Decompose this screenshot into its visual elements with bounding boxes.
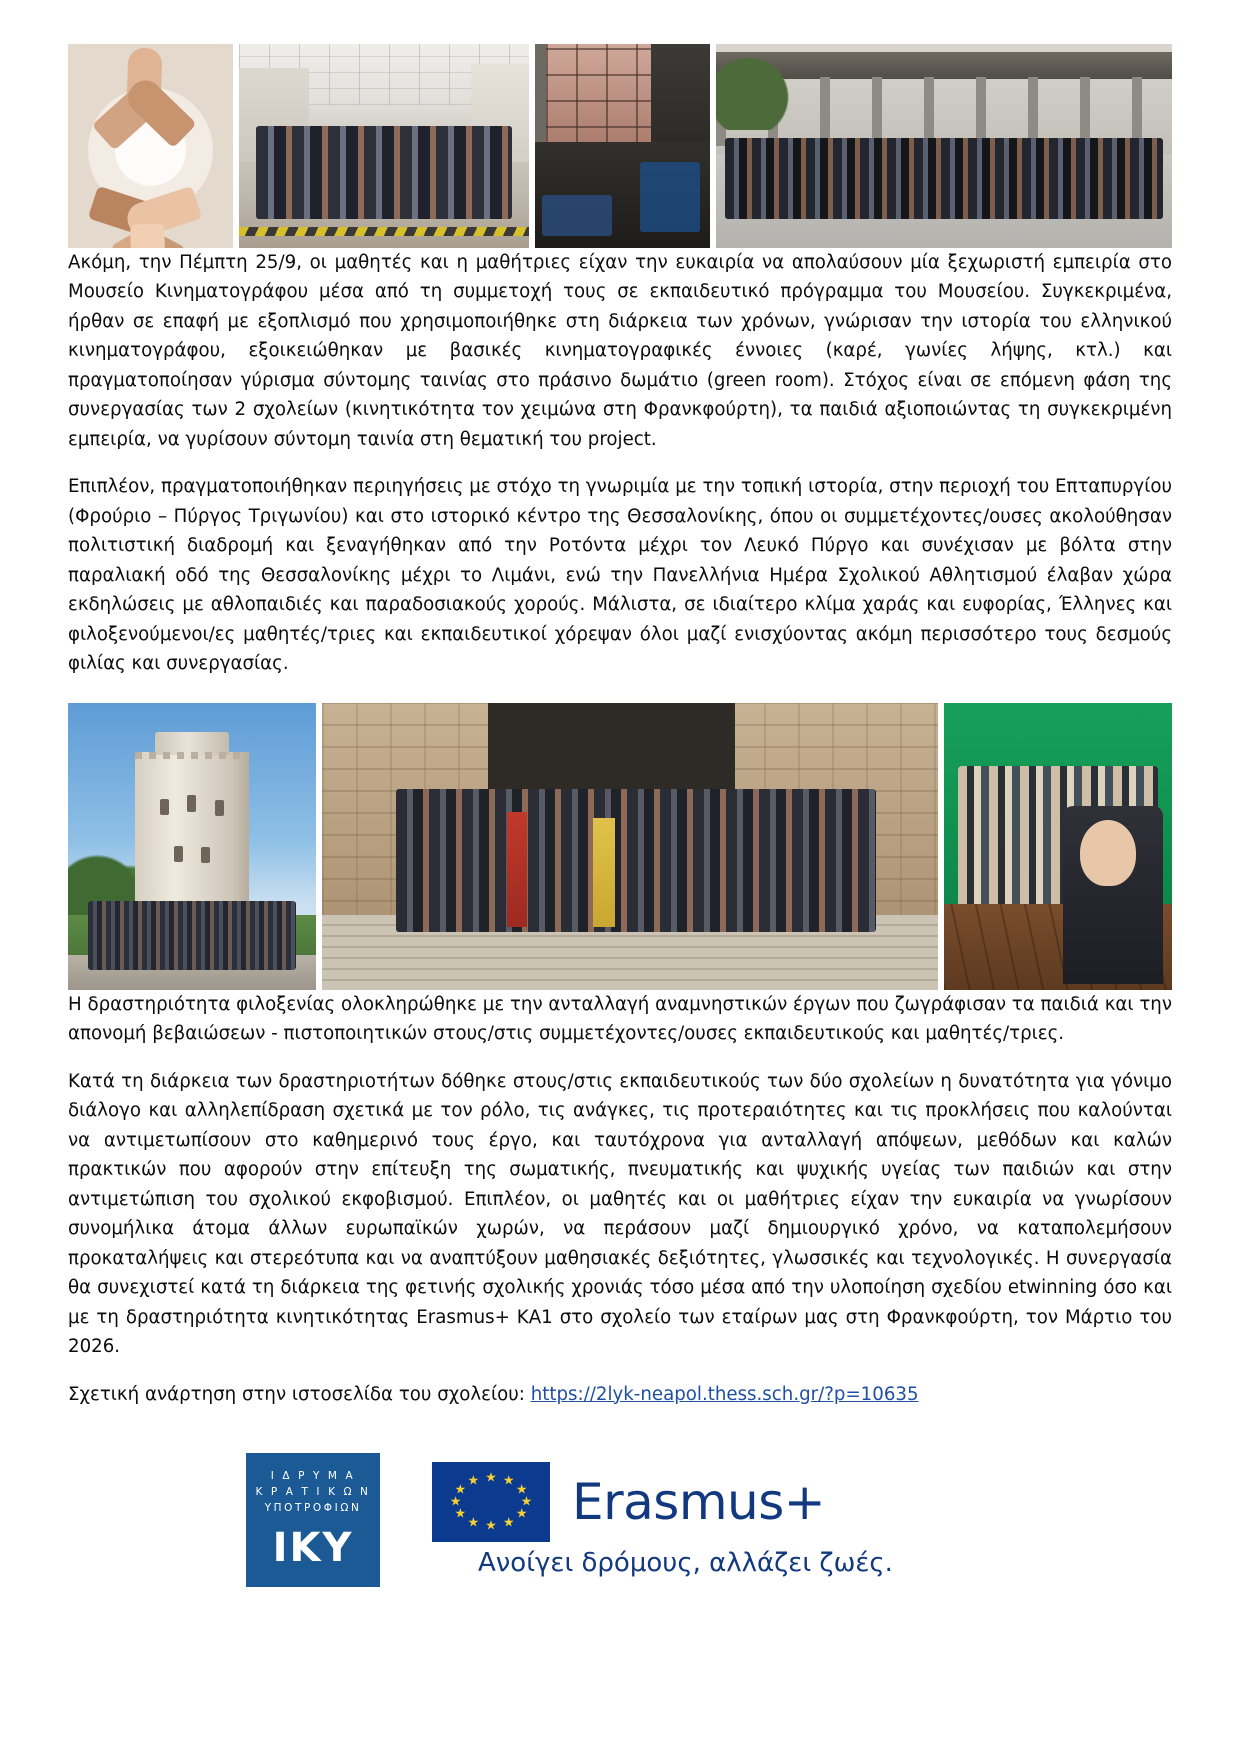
paragraph-tours-history: Επιπλέον, πραγματοποιήθηκαν περιηγήσεις με στόχο τη γνωριμία με την τοπική ιστορία, στην περιοχή του Επταπυργίου (Φρούριο – Πύργος Τριγωνίου) και στο ιστορικό κέντρο της Θεσσαλονίκης, όπου οι συμμετέχοντες/ουσες ακολούθησαν πολιτιστική διαδρομή και ξεναγήθηκαν από την Ροτόντα μέχρι τον Λευκό Πύργο και συνέχισαν με βόλτα στην παραλιακή οδό της Θεσσαλονίκης μέχρι το Λιμάνι, ενώ την Πανελλήνια Ημέρα Σχολικού Αθλητισμού έλαβαν χώρα εκδηλώσεις με αθλοπαιδιές και παραδοσιακούς χορούς. Μάλιστα, σε ιδιαίτερο κλίμα χαράς και ευφορίας, Έλληνες και φιλοξενούμενοι/ες μαθητές/τριες και εκπαιδευτικοί χόρεψαν όλοι μαζί ενισχύοντας ακόμη περισσότερο τους δεσμούς φιλίας και συνεργασίας.	[68, 476, 1172, 675]
photo-school-corridor	[239, 44, 529, 248]
photo-green-room-selfie	[944, 703, 1172, 990]
photo-indoor-hall	[535, 44, 710, 248]
school-website-link[interactable]: https://2lyk-neapol.thess.sch.gr/?p=10635	[530, 1383, 919, 1405]
eu-star-icon: ★	[515, 1506, 528, 1522]
paragraph-teacher-dialogue: Κατά τη διάρκεια των δραστηριοτήτων δόθηκε στους/στις εκπαιδευτικούς των δύο σχολείων η δυνατότητα για γόνιμο διάλογο και αλληλεπίδραση σχετικά με τον ρόλο, τις ανάγκες, τις προτεραιότητες και τις προκλήσεις που καλούνται να αντιμετωπίσουν στο καθημερινό τους έργο, και ταυτόχρονα για ανταλλαγή απόψεων, μεθόδων και καλών πρακτικών που αφορούν στην επίτευξη της σωματικής, πνευματικής και ψυχικής υγείας των παιδιών και στην αντιμετώπιση του σχολικού εκφοβισμού. Επιπλέον, οι μαθητές και οι μαθήτριες είχαν την ευκαιρία να γνωρίσουν συνομήλικα άτομα άλλων ευρωπαϊκών χωρών, να περάσουν μαζί δημιουργικό χρόνο, να καταπολεμήσουν προκαταλήψεις και στερεότυπα και να αναπτύξουν μαθησιακές δεξιότητες, γλωσσικές και τεχνολογικές. Η συνεργασία θα συνεχιστεί κατά τη διάρκεια της φετινής σχολικής χρονιάς τόσο μέσα από την υλοποίηση σχεδίου etwinning όσο και με τη δραστηριότητα κινητικότητας Erasmus+ ΚΑ1 στο σχολείο των εταίρων μας στη Φρανκφούρτη, τον Μάρτιο του 2026.	[68, 1070, 1172, 1358]
eu-star-icon: ★	[520, 1494, 533, 1510]
eu-star-icon: ★	[467, 1515, 480, 1531]
iky-acronym: ΙΚΥ	[272, 1525, 354, 1571]
photo-stone-gate-group	[322, 703, 938, 990]
eu-star-icon: ★	[515, 1482, 528, 1498]
eu-star-icon: ★	[454, 1482, 467, 1498]
erasmus-tagline: Ανοίγει δρόμους, αλλάζει ζωές.	[478, 1548, 893, 1579]
iky-line-1: Ι Δ Ρ Υ Μ Α	[270, 1470, 356, 1483]
iky-line-3: ΥΠΟΤΡΟΦΙΩΝ	[264, 1502, 362, 1515]
photo-hands-circle	[68, 44, 233, 248]
photo-row-top	[68, 0, 1172, 248]
eu-star-icon: ★	[485, 1470, 497, 1486]
photo-white-tower	[68, 703, 316, 990]
photo-schoolyard-dance	[716, 44, 1172, 248]
link-prefix-text: Σχετική ανάρτηση στην ιστοσελίδα του σχολείου:	[68, 1383, 531, 1405]
erasmus-wordmark: Erasmus+	[572, 1473, 826, 1532]
school-website-line	[68, 1380, 1172, 1409]
eu-flag-icon	[432, 1462, 550, 1542]
iky-logo	[246, 1453, 380, 1587]
erasmus-logo	[432, 1462, 893, 1578]
photo-row-middle	[68, 703, 1172, 990]
paragraph-museum-cinema: Ακόμη, την Πέμπτη 25/9, οι μαθητές και η μαθήτριες είχαν την ευκαιρία να απολαύσουν μία ξεχωριστή εμπειρία στο Μουσείο Κινηματογράφου μέσα από τη συμμετοχή τους σε εκπαιδευτικό πρόγραμμα του Μουσείου. Συγκεκριμένα, ήρθαν σε επαφή με εξοπλισμό που χρησιμοποιήθηκε στη διάρκεια των χρόνων, γνώρισαν την ιστορία του ελληνικού κινηματογράφου, εξοικειώθηκαν με βασικές κινηματογραφικές έννοιες (καρέ, γωνίες λήψης, κτλ.) και πραγματοποίησαν γύρισμα σύντομης ταινίας στο πράσινο δωμάτιο (green room). Στόχος είναι σε επόμενη φάση της συνεργασίας των 2 σχολείων (κινητικότητα τον χειμώνα στη Φρανκφούρτη), τα παιδιά αξιοποιώντας τη συγκεκριμένη εμπειρία, να γυρίσουν σύντομη ταινία στη θεματική του project.	[68, 252, 1172, 450]
eu-star-icon: ★	[502, 1515, 515, 1531]
eu-star-icon: ★	[467, 1473, 480, 1489]
eu-star-icon: ★	[485, 1518, 497, 1534]
footer-logos	[68, 1453, 1172, 1587]
eu-star-icon: ★	[449, 1494, 462, 1510]
eu-star-icon: ★	[454, 1506, 467, 1522]
paragraph-certificates: Η δραστηριότητα φιλοξενίας ολοκληρώθηκε με την ανταλλαγή αναμνηστικών έργων που ζωγράφισαν τα παιδιά και την απονομή βεβαιώσεων - πιστοποιητικών στους/στις συμμετέχοντες/ουσες εκπαιδευτικούς και μαθητές/τριες.	[68, 993, 1172, 1045]
eu-star-icon: ★	[502, 1473, 515, 1489]
iky-line-2: Κ Ρ Α Τ Ι Κ Ω Ν	[255, 1486, 371, 1499]
